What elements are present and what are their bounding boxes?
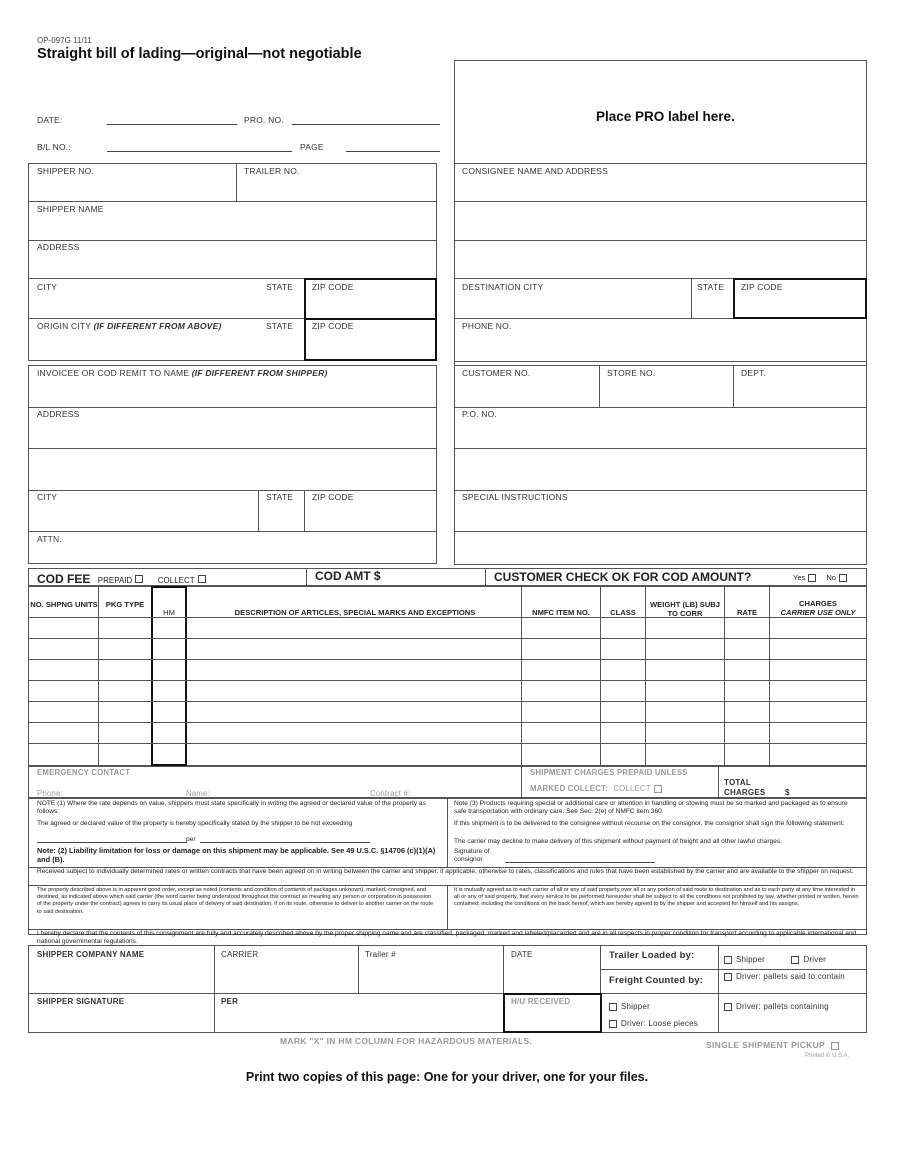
printed-in-usa: Printed in U.S.A.: [805, 1053, 850, 1059]
note3b-text: If this shipment is to be delivered to the consignee without recourse on the consignor, the consignor shall sign the following statement:: [454, 820, 845, 827]
origin-zip-label: ZIP CODE: [312, 321, 354, 331]
hazmat-note: MARK "X" IN HM COLUMN FOR HAZARDOUS MATERIALS.: [280, 1036, 533, 1046]
invoicee-address-label: ADDRESS: [37, 409, 80, 419]
invoicee-block: [28, 365, 437, 564]
single-pickup-label: SINGLE SHIPMENT PICKUP: [706, 1040, 826, 1050]
counted-shipper-checkbox[interactable]: [609, 1003, 617, 1011]
col-class: CLASS: [610, 608, 636, 617]
hu-received-label: H/U RECEIVED: [511, 997, 571, 1006]
loaded-driver-checkbox[interactable]: [791, 956, 799, 964]
date-sig-label: DATE: [511, 950, 533, 959]
note1-text: NOTE (1) Where the rate depends on value, shippers must state specifically in writing the agreed or declared value of the property as follows:: [37, 800, 426, 816]
col-pkg-type: PKG TYPE: [105, 600, 145, 609]
date-label: DATE:: [37, 115, 63, 125]
shipper-signature-label: SHIPPER SIGNATURE: [37, 997, 125, 1006]
pro-no-label: PRO. NO.: [244, 115, 284, 125]
shipper-no-label: SHIPPER NO.: [37, 166, 94, 176]
origin-state-label: STATE: [266, 321, 294, 331]
trailer-no-label: TRAILER NO.: [244, 166, 300, 176]
declare-text: I hereby declare that the contents of this consignment are fully and accurately described above by the proper shipping name and are classified, packaged, marked and labeled/placarded and are in all respects in proper condition for transport according to applicable international and national governmental regulations.: [37, 930, 857, 946]
date-field[interactable]: [107, 124, 237, 125]
no-checkbox[interactable]: [839, 574, 847, 582]
col-units: NO. SHPNG UNITS: [30, 600, 98, 609]
per-sig-label: PER: [221, 997, 239, 1006]
collect-checkbox[interactable]: [198, 575, 206, 583]
cod-fee-label: COD FEE: [37, 572, 91, 586]
emergency-phone-label: Phone:: [37, 789, 63, 798]
col-weight: WEIGHT (LB) SUBJ TO CORR: [649, 600, 721, 618]
store-no-label: STORE NO.: [607, 368, 656, 378]
bl-no-field[interactable]: [107, 151, 292, 152]
shipper-name-label: SHIPPER NAME: [37, 204, 104, 214]
special-instructions-label: SPECIAL INSTRUCTIONS: [462, 492, 568, 502]
attn-label: ATTN.: [37, 534, 62, 544]
bl-no-label: B/L NO.:: [37, 142, 71, 152]
shipper-company-label: SHIPPER COMPANY NAME: [37, 950, 145, 959]
pro-label-text: Place PRO label here.: [596, 109, 735, 124]
invoicee-zip-label: ZIP CODE: [312, 492, 354, 502]
no-label: No: [826, 573, 836, 582]
note3-text: Note (3) Products requiring special or additional care or attention in handling or stowing must be so marked and packaged as to ensure safe transportation with ordinary care. See Sec. 2(e) of NMFC item 360.: [454, 800, 848, 816]
pallets-containing-checkbox[interactable]: [724, 1003, 732, 1011]
page-field[interactable]: [346, 151, 440, 152]
property-right-text: It is mutually agreed as to each carrier of all or any of said property over all or any portion of said route to destination and as to each party at any time interested in all or any of said property, that every service to be performed hereunder shall be subject to all the conditions not prohibited by law, whether printed or written, herein contained, including the conditions on the back hereof, which are hereby agreed to by the shipper and accepted for himself and his assigns.: [454, 887, 859, 908]
invoicee-state-label: STATE: [266, 492, 294, 502]
origin-city-label: ORIGIN CITY (IF DIFFERENT FROM ABOVE): [37, 321, 222, 331]
loaded-shipper-checkbox[interactable]: [724, 956, 732, 964]
dest-zip-label: ZIP CODE: [741, 282, 783, 292]
page-title: Straight bill of lading—original—not negotiable: [37, 46, 362, 62]
total-label: TOTAL: [724, 778, 751, 787]
shipper-address-label: ADDRESS: [37, 242, 80, 252]
single-pickup-checkbox[interactable]: [831, 1042, 839, 1050]
col-rate: RATE: [736, 608, 758, 617]
prepaid-checkbox[interactable]: [135, 575, 143, 583]
consignor-signature-field[interactable]: [505, 862, 655, 863]
invoicee-city-label: CITY: [37, 492, 58, 502]
yes-checkbox[interactable]: [808, 574, 816, 582]
collect-label: COLLECT: [157, 576, 195, 585]
yes-label: Yes: [793, 573, 806, 582]
property-left-text: The property described above is in apparent good order, except as noted (contents and condition of contents of packages unknown), marked, consigned, and destined, as indicated above which said carrier (the word carrier being understood throughout this contract as meaning any person or corporation in possession of the property under the contract) agrees to carry its usual place of delivery of said destination, if on its route, otherwise to deliver to another carrier on the route to said destination.: [37, 887, 434, 915]
per-unit-field[interactable]: [200, 842, 370, 843]
total-dollar-sign: $: [785, 788, 790, 797]
form-code: OP-097G 11/11: [37, 36, 92, 45]
carrier-label: CARRIER: [221, 950, 259, 959]
note3c-text: The carrier may decline to make delivery of this shipment without payment of freight and all other lawful charges.: [454, 838, 783, 845]
dest-state-label: STATE: [697, 282, 725, 292]
marked-collect-checkbox[interactable]: [654, 785, 662, 793]
note2-text: Note: (2) Liability limitation for loss or damage on this shipment may be applicable. See 49 U.S.C. §14706 (c)(1)(A) and (B).: [37, 846, 436, 864]
phone-label: PHONE NO.: [462, 321, 512, 331]
pallets-containing-label: Driver: pallets containing: [736, 1002, 829, 1011]
cod-amt-label: COD AMT $: [315, 569, 381, 583]
loaded-driver-label: Driver: [803, 955, 826, 964]
prepaid-label: PREPAID: [97, 576, 133, 585]
consignor-signature-label: Signature of consignor: [454, 848, 490, 864]
trailer-number-label: Trailer #: [365, 950, 396, 959]
note1b-text: The agreed or declared value of the property is hereby specifically stated by the shipper to be not exceeding: [37, 820, 353, 827]
counted-shipper-label: Shipper: [621, 1002, 650, 1011]
collect-option-label: COLLECT: [613, 784, 651, 793]
received-text: Received subject to individually determined rates or written contracts that have been agreed on in writing between the carrier and shipper, if applicable, otherwise to rates, classifications and rules that have been established by the carrier and are available to the shipper on request.: [37, 868, 854, 875]
col-nmfc: NMFC ITEM NO.: [532, 608, 590, 617]
trailer-loaded-label: Trailer Loaded by:: [609, 950, 695, 961]
declared-value-field[interactable]: [37, 842, 187, 843]
col-hm: HM: [163, 608, 175, 617]
dest-city-label: DESTINATION CITY: [462, 282, 544, 292]
shipper-zip-label: ZIP CODE: [312, 282, 354, 292]
col-charges: CHARGES CARRIER USE ONLY: [780, 599, 856, 617]
loose-pieces-checkbox[interactable]: [609, 1020, 617, 1028]
consignee-label: CONSIGNEE NAME AND ADDRESS: [462, 166, 608, 176]
customer-no-label: CUSTOMER NO.: [462, 368, 531, 378]
emergency-contract-label: Contract #:: [370, 789, 411, 798]
check-ok-label: CUSTOMER CHECK OK FOR COD AMOUNT?: [494, 570, 752, 584]
po-no-label: P.O. NO.: [462, 409, 497, 419]
loose-pieces-label: Driver: Loose pieces: [621, 1019, 698, 1028]
page-label: PAGE: [300, 142, 324, 152]
charges-label: CHARGES: [724, 788, 766, 797]
pallets-said-label: Driver: pallets said to contain: [736, 972, 845, 981]
emergency-contact-label: EMERGENCY CONTACT: [37, 768, 131, 777]
marked-collect-label: MARKED COLLECT:: [530, 784, 608, 793]
col-description: DESCRIPTION OF ARTICLES, SPECIAL MARKS AND EXCEPTIONS: [234, 608, 476, 617]
freight-counted-label: Freight Counted by:: [609, 975, 704, 986]
pro-no-field[interactable]: [292, 124, 440, 125]
prepaid-unless-label: SHIPMENT CHARGES PREPAID UNLESS: [530, 768, 688, 777]
print-copies-note: Print two copies of this page: One for your driver, one for your files.: [245, 1070, 649, 1084]
pallets-said-checkbox[interactable]: [724, 973, 732, 981]
shipper-state-label: STATE: [266, 282, 294, 292]
per-label: per: [186, 836, 196, 843]
dept-label: DEPT.: [741, 368, 767, 378]
invoicee-label: INVOICEE OR COD REMIT TO NAME (IF DIFFERENT FROM SHIPPER): [37, 368, 328, 378]
loaded-shipper-label: Shipper: [736, 955, 765, 964]
shipper-city-label: CITY: [37, 282, 58, 292]
emergency-name-label: Name:: [186, 789, 210, 798]
